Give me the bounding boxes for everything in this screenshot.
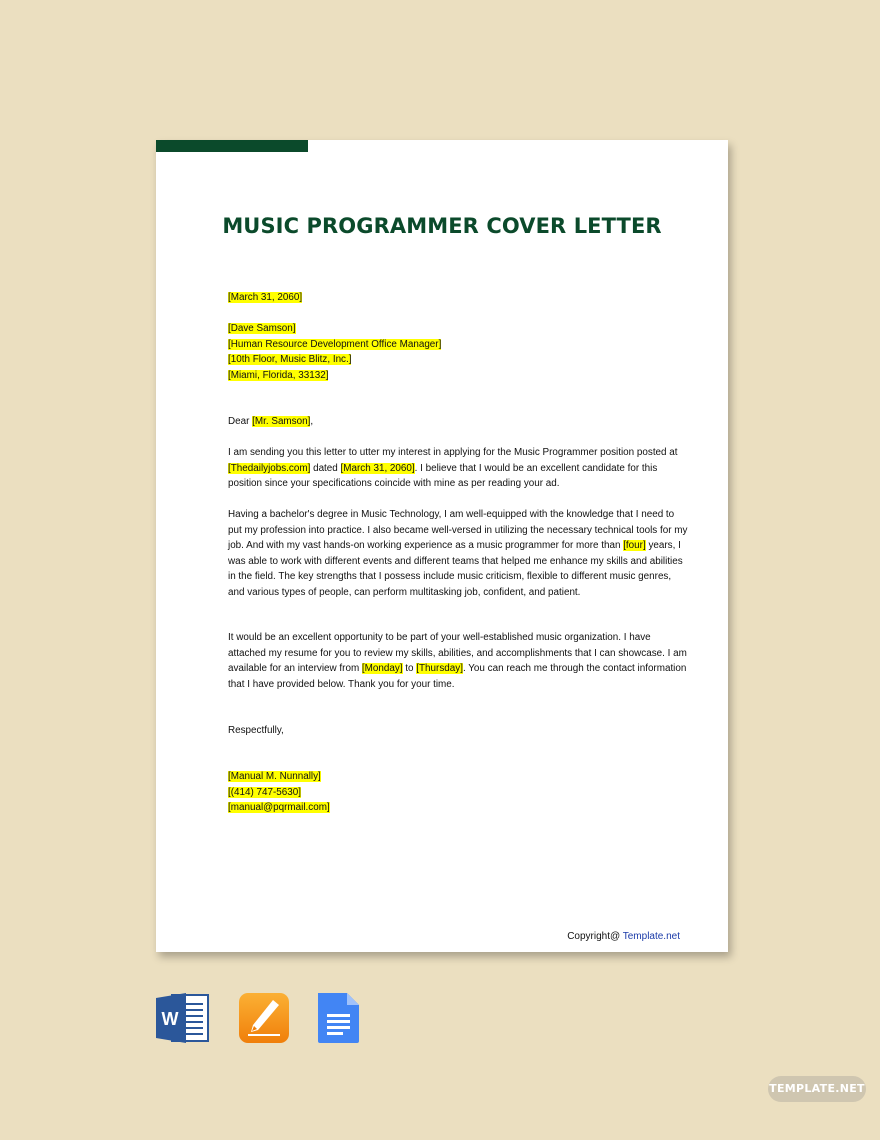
sender-email: [manual@pqrmail.com] xyxy=(228,802,330,813)
recipient-block xyxy=(228,321,690,383)
sender-name: [Manual M. Nunnally] xyxy=(228,771,321,782)
copyright xyxy=(567,931,680,942)
p3-text-b: to xyxy=(402,663,417,674)
pages-icon[interactable] xyxy=(238,992,292,1044)
job-source: [Thedailyjobs.com] xyxy=(228,462,311,474)
salutation-prefix: Dear xyxy=(228,416,253,427)
accent-bar xyxy=(156,140,308,152)
sender-block xyxy=(228,769,690,816)
google-docs-icon[interactable] xyxy=(313,992,367,1044)
document-page xyxy=(156,140,728,952)
p2-text-a: Having a bachelor's degree in Music Technology, I am well-equipped with the knowledge that I need to put my profession into practice. I also became well-versed in utilizing the necessary technical tools for my job. And with my vast hands-on working experience as a music programmer for more than xyxy=(228,509,688,551)
interview-from-day: [Monday] xyxy=(361,663,403,674)
p3-text-c: . You can reach me through the contact information that I have provided below. Thank you for your time. xyxy=(228,663,687,690)
copyright-site-link[interactable]: Template.net xyxy=(622,931,680,942)
word-icon-letter: W xyxy=(161,1009,179,1029)
template-net-watermark: TEMPLATE.NET xyxy=(768,1076,866,1102)
p2-text-b: years, I was able to work with different events and different teams that helped me enhance my skills and abilities in the field. The key strengths that I possess include music criticism, flexible to different music genres, and various types of people, can perform multitasking job, confident, and patient. xyxy=(228,540,683,598)
letter-date xyxy=(228,290,690,306)
recipient-address-line2: [Miami, Florida, 33132] xyxy=(228,369,329,381)
recipient-address-line1: [10th Floor, Music Blitz, Inc.] xyxy=(228,354,352,365)
paragraph-2 xyxy=(228,507,690,600)
word-icon[interactable] xyxy=(156,992,210,1044)
sender-phone: [(414) 747-5630] xyxy=(228,786,302,798)
document-title: MUSIC PROGRAMMER COVER LETTER xyxy=(222,214,662,238)
date-field: [March 31, 2060] xyxy=(228,292,303,303)
p3-text-a: It would be an excellent opportunity to be part of your well-established music organization. I have attached my resume for you to review my skills, abilities, and accomplishments that I can showcase. I am available for an interview from xyxy=(228,632,687,674)
interview-to-day: [Thursday] xyxy=(416,663,463,674)
p1-text-b: dated xyxy=(310,462,341,474)
paragraph-3 xyxy=(228,630,690,692)
salutation-name: [Mr. Samson] xyxy=(252,416,311,427)
closing xyxy=(228,723,690,739)
closing-text: Respectfully, xyxy=(228,725,284,736)
p1-text-c: . I believe that I would be an excellent candidate for this position since your specifications coincide with mine as per reading your ad. xyxy=(228,462,658,489)
p1-text-a: I am sending you this letter to utter my interest in applying for the Music Programmer position posted at xyxy=(228,447,678,458)
copyright-label: Copyright@ xyxy=(567,931,623,942)
paragraph-1 xyxy=(228,445,690,492)
recipient-name: [Dave Samson] xyxy=(228,323,296,334)
salutation-suffix: , xyxy=(310,416,314,427)
posting-date: [March 31, 2060] xyxy=(340,462,415,474)
years-experience: [four] xyxy=(623,540,646,551)
recipient-position: [Human Resource Development Office Manager] xyxy=(228,338,442,350)
salutation xyxy=(228,414,690,430)
